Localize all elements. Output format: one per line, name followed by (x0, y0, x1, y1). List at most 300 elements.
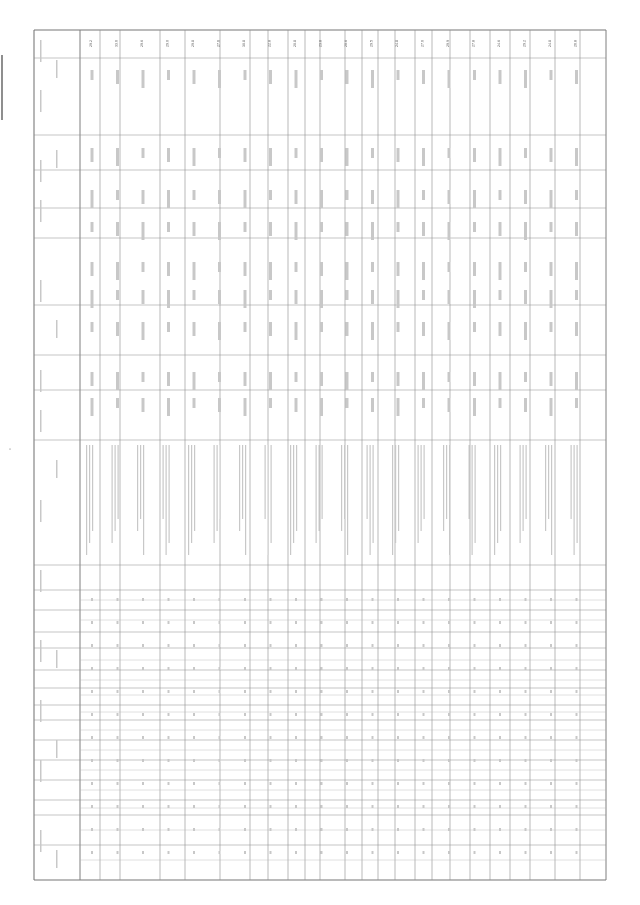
cell-mark (448, 148, 451, 158)
cell-mark (321, 598, 323, 601)
cell-mark (167, 148, 170, 162)
cell-mark (91, 805, 93, 808)
cell-mark (193, 828, 195, 831)
cell-mark (473, 148, 476, 162)
cell-mark (371, 70, 374, 88)
cell-mark (244, 322, 247, 332)
cell-mark (219, 667, 221, 670)
cell-mark (193, 667, 195, 670)
cell-mark (91, 598, 93, 601)
cell-mark (193, 736, 195, 739)
cell-mark (167, 398, 170, 416)
description-line (115, 445, 116, 531)
cell-mark (525, 736, 527, 739)
cell-mark (422, 222, 425, 236)
cell-mark (499, 644, 501, 647)
cell-mark (346, 805, 348, 808)
cell-mark (219, 851, 221, 854)
description-line (341, 445, 342, 531)
cell-mark (550, 290, 553, 308)
cell-mark (346, 398, 349, 408)
cell-mark (576, 805, 578, 808)
cell-mark (295, 782, 297, 785)
cell-value: 27.6 (216, 40, 221, 47)
cell-mark (550, 398, 553, 416)
cell-value: 33.6 (114, 40, 119, 47)
description-line (520, 445, 521, 543)
cell-mark (270, 713, 272, 716)
cell-mark (423, 667, 425, 670)
description-line (395, 445, 396, 543)
cell-mark (397, 851, 399, 854)
cell-mark (295, 70, 298, 88)
header-label (40, 700, 42, 722)
cell-mark (346, 690, 348, 693)
cell-mark (448, 828, 450, 831)
cell-mark (372, 667, 374, 670)
cell-mark (295, 713, 297, 716)
header-label (56, 460, 58, 478)
cell-mark (576, 598, 578, 601)
cell-mark (550, 805, 552, 808)
cell-mark (218, 398, 221, 412)
cell-mark (550, 782, 552, 785)
cell-mark (219, 782, 221, 785)
cell-mark (474, 759, 476, 762)
cell-mark (524, 70, 527, 88)
cell-mark (499, 713, 501, 716)
cell-mark (270, 621, 272, 624)
cell-mark (270, 828, 272, 831)
cell-mark (142, 70, 145, 88)
cell-mark (448, 598, 450, 601)
cell-mark (499, 222, 502, 236)
description-line (169, 445, 170, 543)
cell-mark (168, 851, 170, 854)
cell-mark (219, 644, 221, 647)
cell-mark (91, 759, 93, 762)
cell-mark (371, 398, 374, 412)
description-line (239, 445, 240, 531)
cell-mark (346, 290, 349, 300)
description-line (469, 445, 470, 519)
cell-mark (422, 190, 425, 200)
cell-mark (91, 222, 94, 232)
cell-mark (244, 598, 246, 601)
cell-mark (423, 621, 425, 624)
description-line (137, 445, 138, 531)
description-line (449, 445, 450, 555)
cell-mark (168, 621, 170, 624)
cell-mark (371, 322, 374, 340)
cell-mark (397, 70, 400, 80)
cell-mark (499, 372, 502, 390)
cell-mark (448, 372, 451, 382)
cell-mark (142, 759, 144, 762)
cell-mark (142, 644, 144, 647)
cell-mark (270, 736, 272, 739)
cell-mark (167, 70, 170, 80)
cell-mark (575, 322, 578, 336)
header-label (40, 830, 42, 852)
cell-mark (524, 398, 527, 412)
cell-mark (193, 713, 195, 716)
cell-mark (295, 148, 298, 158)
description-line (548, 445, 549, 519)
cell-mark (321, 805, 323, 808)
description-line (140, 445, 141, 519)
cell-mark (550, 70, 553, 80)
cell-mark (575, 290, 578, 300)
description-line (418, 445, 419, 543)
cell-value: 29.6 (140, 40, 144, 47)
cell-mark (422, 372, 425, 390)
cell-mark (397, 290, 400, 308)
description-line (296, 445, 297, 531)
cell-value: 29.8 (191, 40, 195, 47)
cell-mark (550, 190, 553, 208)
cell-mark (270, 644, 272, 647)
cell-mark (167, 190, 170, 208)
cell-mark (423, 690, 425, 693)
cell-mark (116, 322, 119, 336)
cell-mark (550, 851, 552, 854)
cell-mark (448, 713, 450, 716)
cell-mark (448, 222, 451, 240)
cell-mark (116, 222, 119, 236)
cell-mark (269, 398, 272, 408)
cell-mark (372, 828, 374, 831)
cell-mark (397, 690, 399, 693)
cell-mark (116, 148, 119, 166)
description-line (571, 445, 572, 519)
cell-mark (422, 322, 425, 336)
cell-mark (550, 759, 552, 762)
cell-mark (372, 621, 374, 624)
cell-mark (474, 667, 476, 670)
cell-mark (397, 828, 399, 831)
cell-mark (270, 667, 272, 670)
description-line (370, 445, 371, 555)
cell-mark (116, 290, 119, 300)
cell-mark (423, 644, 425, 647)
cell-mark (371, 290, 374, 304)
cell-mark (499, 782, 501, 785)
cell-mark (423, 713, 425, 716)
cell-mark (499, 190, 502, 200)
cell-mark (244, 290, 247, 308)
cell-mark (550, 667, 552, 670)
cell-mark (550, 322, 553, 332)
header-label (40, 570, 42, 592)
cell-mark (117, 828, 119, 831)
description-line (118, 445, 119, 519)
cell-mark (499, 851, 501, 854)
cell-value: 29.2 (522, 40, 527, 47)
cell-mark (397, 805, 399, 808)
description-line (392, 445, 393, 555)
cell-mark (320, 222, 323, 232)
cell-mark (91, 667, 93, 670)
cell-mark (167, 322, 170, 332)
cell-mark (142, 262, 145, 272)
cell-mark (270, 782, 272, 785)
cell-mark (372, 644, 374, 647)
cell-mark (244, 828, 246, 831)
cell-mark (550, 621, 552, 624)
cell-mark (525, 598, 527, 601)
cell-mark (372, 690, 374, 693)
cell-mark (269, 190, 272, 200)
description-line (472, 445, 473, 555)
cell-mark (91, 690, 93, 693)
cell-mark (117, 736, 119, 739)
cell-mark (142, 713, 144, 716)
cell-mark (320, 262, 323, 276)
cell-mark (321, 713, 323, 716)
cell-mark (244, 759, 246, 762)
cell-mark (117, 805, 119, 808)
cell-mark (525, 621, 527, 624)
cell-mark (244, 782, 246, 785)
cell-mark (499, 805, 501, 808)
cell-mark (91, 782, 93, 785)
cell-mark (397, 621, 399, 624)
cell-mark (91, 290, 94, 308)
description-line (577, 445, 578, 543)
description-line (242, 445, 243, 519)
cell-mark (422, 398, 425, 408)
cell-mark (142, 190, 145, 204)
cell-mark (142, 828, 144, 831)
cell-mark (550, 690, 552, 693)
cell-mark (244, 398, 247, 416)
cell-mark (219, 690, 221, 693)
cell-mark (499, 621, 501, 624)
cell-mark (193, 851, 195, 854)
cell-mark (117, 782, 119, 785)
cell-mark (372, 805, 374, 808)
cell-mark (448, 190, 451, 204)
cell-mark (423, 805, 425, 808)
cell-mark (346, 148, 349, 166)
cell-mark (397, 372, 400, 386)
description-line (290, 445, 291, 555)
description-line (143, 445, 144, 555)
cell-mark (91, 644, 93, 647)
cell-mark (168, 713, 170, 716)
cell-mark (320, 190, 323, 208)
cell-mark (142, 805, 144, 808)
description-line (373, 445, 374, 543)
cell-mark (346, 759, 348, 762)
cell-mark (270, 598, 272, 601)
cell-mark (193, 372, 196, 390)
cell-mark (372, 736, 374, 739)
cell-mark (193, 621, 195, 624)
description-line (526, 445, 527, 519)
description-line (265, 445, 266, 519)
cell-mark (270, 805, 272, 808)
cell-mark (474, 690, 476, 693)
cell-value: 24.8 (395, 40, 399, 47)
cell-mark (346, 190, 349, 200)
cell-mark (575, 398, 578, 408)
header-label (40, 200, 42, 222)
header-label (40, 370, 42, 392)
cell-mark (320, 70, 323, 80)
description-line (574, 445, 575, 555)
cell-mark (167, 222, 170, 232)
cell-mark (524, 148, 527, 158)
cell-mark (576, 782, 578, 785)
cell-mark (473, 262, 476, 276)
cell-mark (116, 190, 119, 200)
description-line (421, 445, 422, 531)
cell-mark (269, 148, 272, 166)
cell-mark (193, 262, 196, 280)
header-label (56, 650, 58, 668)
cell-mark (321, 667, 323, 670)
cell-mark (525, 805, 527, 808)
cell-mark (346, 736, 348, 739)
cell-mark (295, 190, 298, 204)
cell-mark (218, 190, 221, 204)
cell-mark (473, 398, 476, 416)
cell-mark (295, 262, 298, 272)
cell-mark (346, 644, 348, 647)
cell-mark (142, 290, 145, 304)
header-label (40, 500, 42, 522)
cell-mark (193, 398, 196, 408)
cell-mark (550, 262, 553, 276)
cell-value: 26.8 (573, 40, 578, 47)
cell-mark (550, 222, 553, 232)
cell-mark (422, 148, 425, 166)
cell-mark (270, 851, 272, 854)
cell-mark (244, 713, 246, 716)
cell-mark (244, 148, 247, 162)
cell-mark (269, 222, 272, 236)
cell-mark (422, 262, 425, 280)
cell-mark (397, 222, 400, 232)
cell-mark (448, 667, 450, 670)
cell-mark (372, 782, 374, 785)
cell-mark (244, 190, 247, 208)
cell-mark (346, 621, 348, 624)
cell-mark (219, 805, 221, 808)
cell-mark (193, 322, 196, 336)
cell-mark (397, 322, 400, 332)
description-line (475, 445, 476, 543)
cell-mark (320, 372, 323, 386)
cell-mark (142, 690, 144, 693)
cell-mark (346, 667, 348, 670)
cell-mark (550, 644, 552, 647)
cell-mark (117, 667, 119, 670)
cell-mark (295, 828, 297, 831)
description-line (424, 445, 425, 519)
cell-mark (269, 372, 272, 390)
cell-mark (142, 667, 144, 670)
cell-mark (448, 759, 450, 762)
cell-mark (295, 322, 298, 340)
cell-mark (320, 290, 323, 308)
cell-value: 24.8 (548, 40, 552, 47)
cell-mark (550, 736, 552, 739)
cell-mark (575, 70, 578, 84)
cell-mark (474, 736, 476, 739)
cell-mark (91, 322, 94, 332)
cell-mark (219, 713, 221, 716)
cell-mark (320, 322, 323, 332)
cell-mark (168, 644, 170, 647)
cell-mark (219, 828, 221, 831)
cell-mark (397, 190, 400, 208)
cell-mark (142, 222, 145, 240)
cell-mark (397, 398, 400, 416)
cell-mark (295, 644, 297, 647)
cell-mark (524, 262, 527, 272)
cell-mark (269, 290, 272, 300)
cell-mark (244, 372, 247, 386)
cell-mark (499, 828, 501, 831)
cell-mark (346, 70, 349, 84)
description-line (322, 445, 323, 519)
cell-mark (423, 851, 425, 854)
description-line (344, 445, 345, 519)
header-label (56, 850, 58, 868)
header-label (56, 320, 58, 338)
cell-mark (116, 262, 119, 280)
cell-mark (575, 190, 578, 200)
description-line (497, 445, 498, 543)
description-line (367, 445, 368, 519)
cell-mark (168, 805, 170, 808)
cell-value: 29.0 (165, 40, 170, 47)
cell-mark (448, 70, 451, 88)
description-line (545, 445, 546, 531)
cell-mark (117, 851, 119, 854)
cell-mark (295, 805, 297, 808)
cell-mark (575, 148, 578, 166)
cell-mark (168, 667, 170, 670)
cell-mark (91, 398, 94, 416)
description-line (443, 445, 444, 531)
cell-mark (423, 828, 425, 831)
cell-mark (499, 290, 502, 300)
cell-value: 29.2 (89, 40, 93, 47)
cell-mark (448, 621, 450, 624)
description-line (86, 445, 87, 555)
cell-mark (525, 759, 527, 762)
cell-mark (576, 713, 578, 716)
cell-mark (473, 190, 476, 208)
cell-mark (474, 828, 476, 831)
cell-mark (295, 759, 297, 762)
cell-value: 29.5 (369, 40, 374, 47)
cell-mark (371, 372, 374, 382)
header-label (40, 410, 42, 432)
cell-mark (473, 222, 476, 232)
cell-mark (219, 759, 221, 762)
cell-mark (91, 828, 93, 831)
cell-mark (499, 262, 502, 280)
header-label (40, 160, 42, 182)
cell-mark (91, 736, 93, 739)
cell-mark (218, 222, 221, 240)
cell-value: 20.6 (344, 40, 348, 47)
